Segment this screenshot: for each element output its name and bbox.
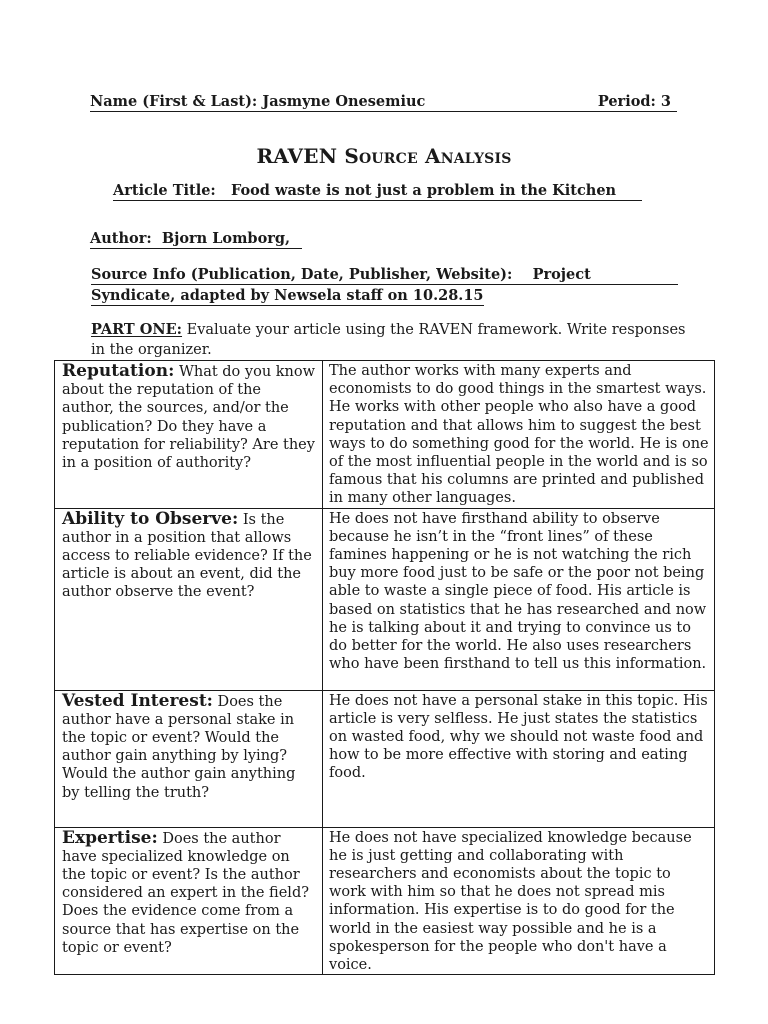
name-period-line [90, 93, 677, 112]
table-row [55, 827, 715, 975]
author-value: Bjorn Lomborg, [161, 230, 291, 247]
source-info-label: Source Info (Publication, Date, Publisher, Website): [91, 266, 513, 283]
source-info-line-1 [91, 266, 678, 285]
prompt-cell-ability-to-observe [55, 508, 323, 690]
name-label: Name (First & Last): [90, 93, 263, 110]
part-one-label: PART ONE: [91, 321, 183, 338]
prompt-cell-reputation [55, 361, 323, 509]
author-line [90, 230, 302, 249]
answer-cell-vested-interest: He does not have a personal stake in this topic. His article is very selfless. He just states the statistics on wasted food, why we should not waste food and how to be more effective with storing and eating food. [323, 690, 715, 827]
term-expertise: Expertise: [62, 827, 158, 848]
table-row [55, 508, 715, 690]
period-label: Period: 3 [597, 93, 671, 110]
article-title-label: Article Title: [113, 182, 216, 199]
table-row [55, 361, 715, 509]
author-label: Author: [90, 230, 152, 247]
raven-organizer-table [54, 360, 715, 975]
question-reputation: What do you know about the reputation of the author, the sources, and/or the publication? Do they have a reputation for reliability? Are they in a position of authority? [62, 364, 316, 472]
answer-cell-ability-to-observe: He does not have firsthand ability to observe because he isn’t in the “front lines” of these famines happening or he is not watching the rich buy more food just to be safe or the poor not being able to waste a single piece of food. His article is based on statistics that he has researched and now he is talking about it and trying to convince us to do better for the world. He also uses researchers who have been firsthand to tell us this information. [323, 508, 715, 690]
student-name: Jasmyne Onesemiuc [262, 93, 426, 110]
prompt-cell-vested-interest [55, 690, 323, 827]
question-expertise: Does the author have specialized knowledge on the topic or event? Is the author considered an expert in the field? Does the evidence come from a source that has expertise on the topic or event? [62, 830, 310, 956]
answer-cell-reputation: The author works with many experts and economists to do good things in the smartest ways. He works with other people who also have a good reputation and that allows him to suggest the best ways to do something good for the world. He is one of the most influential people in the world and is so famous that his columns are printed and published in many other languages. [323, 361, 715, 509]
question-vested-interest: Does the author have a personal stake in the topic or event? Would the author gain anything by lying? Would the author gain anything by telling the truth? [62, 693, 296, 801]
source-info-value-2: Syndicate, adapted by Newsela staff on 10.28.15 [91, 287, 484, 304]
article-title-line [113, 182, 642, 201]
source-info-value-1: Project [532, 266, 591, 283]
table-row [55, 690, 715, 827]
prompt-cell-expertise [55, 827, 323, 975]
part-one-text: Evaluate your article using the RAVEN framework. Write responses in the organizer. [91, 322, 686, 358]
term-reputation: Reputation: [62, 361, 175, 381]
part-one-instructions [91, 320, 691, 360]
answer-cell-expertise: He does not have specialized knowledge because he is just getting and collaborating with researchers and economists about the topic to work with him so that he does not spread mis information. His expertise is to do good for the world in the easiest way possible and he is a spokesperson for the people who don't have a voice. [323, 827, 715, 975]
article-title-value: Food waste is not just a problem in the Kitchen [230, 182, 617, 199]
source-info-block [91, 266, 678, 306]
term-ability-to-observe: Ability to Observe: [62, 508, 239, 529]
page-title: RAVEN Source Analysis [256, 144, 512, 168]
term-vested-interest: Vested Interest: [62, 690, 213, 711]
question-ability-to-observe: Is the author in a position that allows access to reliable evidence? If the article is about an event, did the author observe the event? [62, 511, 312, 601]
